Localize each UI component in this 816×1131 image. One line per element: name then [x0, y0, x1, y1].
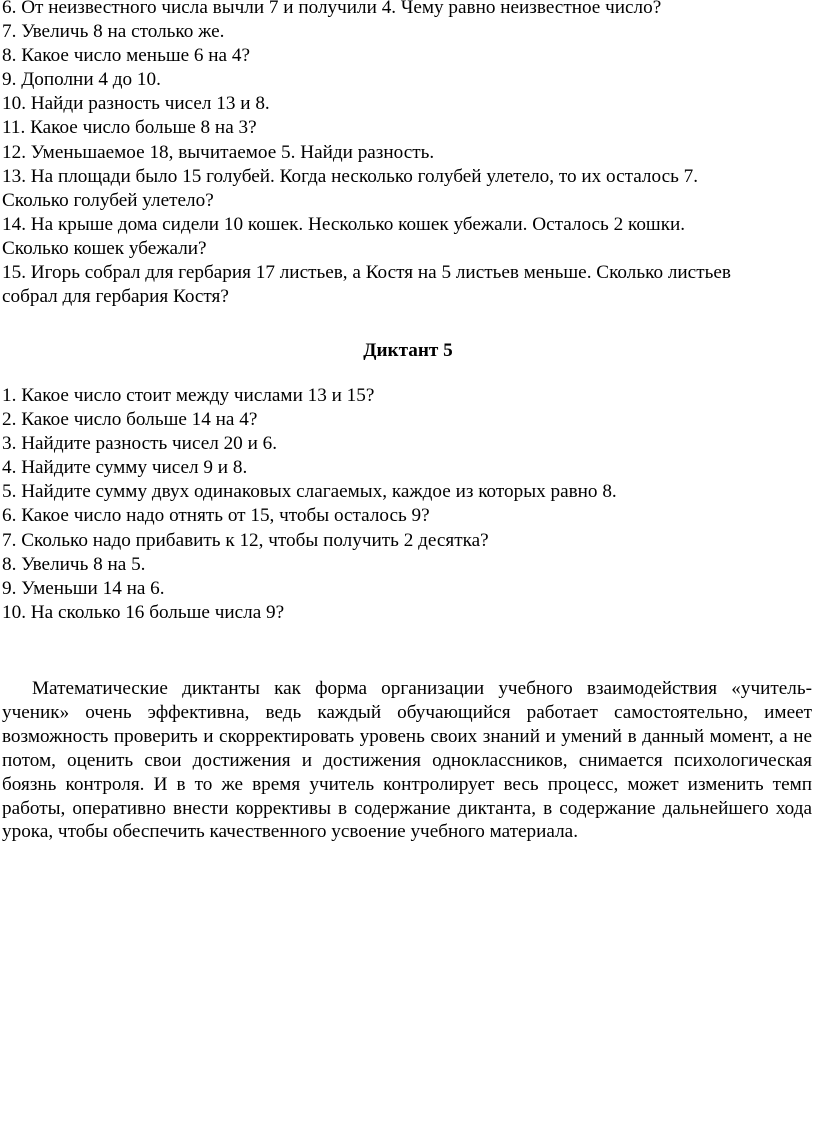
list-item: 11. Какое число больше 8 на 3?	[2, 117, 257, 139]
list-item: 9. Дополни 4 до 10.	[2, 69, 161, 91]
list-item: 8. Какое число меньше 6 на 4?	[2, 45, 250, 67]
list-item: 2. Какое число больше 14 на 4?	[2, 409, 258, 431]
list-item: 15. Игорь собрал для гербария 17 листьев, а Костя на 5 листьев меньше. Сколько листьев	[2, 262, 731, 284]
list-item: 7. Увеличь 8 на столько же.	[2, 21, 225, 43]
question-list-dictation-5	[2, 384, 812, 625]
list-item: 9. Уменьши 14 на 6.	[2, 577, 165, 599]
list-item: 12. Уменьшаемое 18, вычитаемое 5. Найди разность.	[2, 141, 435, 163]
list-item-continuation: собрал для гербария Костя?	[2, 286, 229, 308]
conclusion-paragraph: Математические диктанты как форма организации учебного взаимодействия «учитель-ученик» очень эффективна, ведь каждый обучающийся работает самостоятельно, имеет возможность проверить и скорректировать уровень своих знаний и умений в данный момент, а не потом, оценить свои достижения и достижения одноклассников, снимается психологическая боязнь контроля. И в то же время учитель контролирует весь процесс, может изменить темп работы, оперативно внести коррективы в содержание диктанта, в содержание дальнейшего хода урока, чтобы обеспечить качественного усвоение учебного материала.	[2, 678, 812, 843]
list-item: 3. Найдите разность чисел 20 и 6.	[2, 433, 278, 455]
section-heading: Диктант 5	[363, 340, 453, 361]
list-item: 10. На сколько 16 больше числа 9?	[2, 601, 285, 623]
list-item: 5. Найдите сумму двух одинаковых слагаемых, каждое из которых равно 8.	[2, 481, 617, 503]
list-item: 13. На площади было 15 голубей. Когда несколько голубей улетело, то их осталось 7.	[2, 165, 699, 187]
list-item-continuation: Сколько кошек убежали?	[2, 237, 207, 259]
list-item: 6. Какое число надо отнять от 15, чтобы осталось 9?	[2, 505, 430, 527]
list-item: 1. Какое число стоит между числами 13 и 15?	[2, 385, 375, 406]
list-item: 14. На крыше дома сидели 10 кошек. Несколько кошек убежали. Осталось 2 кошки.	[2, 213, 686, 235]
question-list-previous	[2, 0, 812, 309]
list-item: 7. Сколько надо прибавить к 12, чтобы получить 2 десятка?	[2, 529, 489, 551]
list-item: 4. Найдите сумму чисел 9 и 8.	[2, 457, 248, 479]
list-item: 10. Найди разность чисел 13 и 8.	[2, 93, 270, 115]
list-item: 6. От неизвестного числа вычли 7 и получили 4. Чему равно неизвестное число?	[2, 0, 662, 18]
list-item-continuation: Сколько голубей улетело?	[2, 189, 214, 211]
list-item: 8. Увеличь 8 на 5.	[2, 553, 146, 575]
